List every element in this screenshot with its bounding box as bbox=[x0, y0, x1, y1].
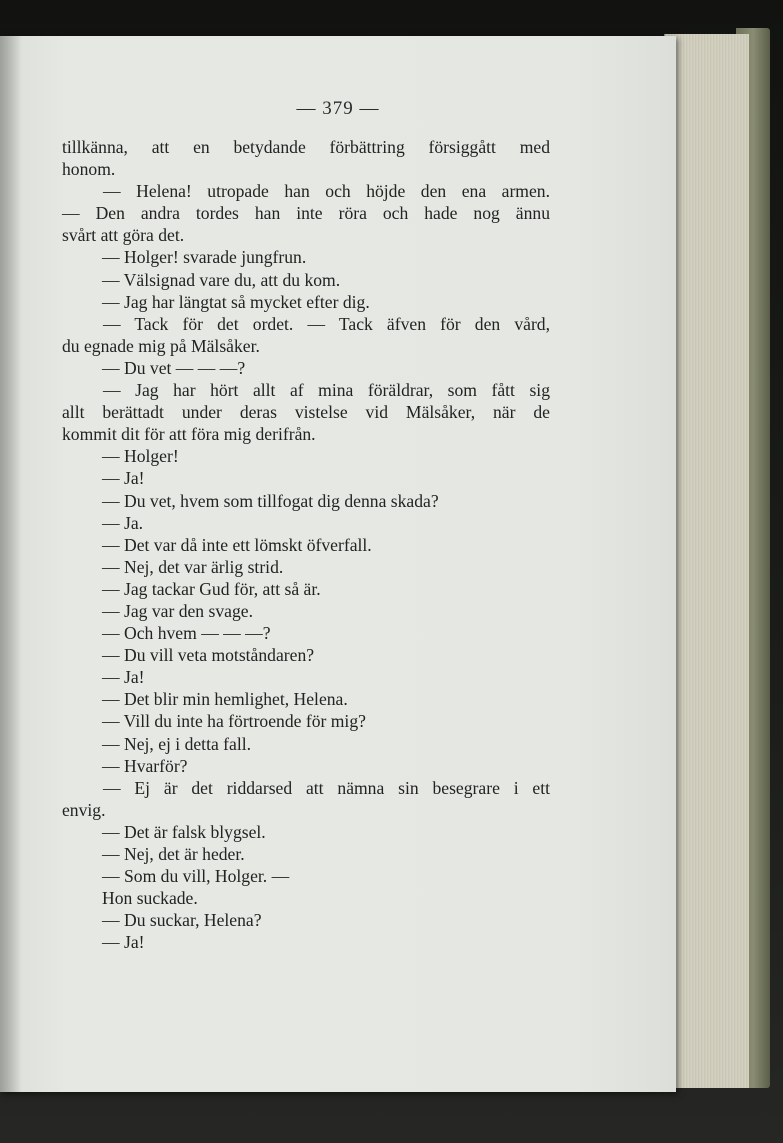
text-line: — Holger! bbox=[102, 446, 179, 467]
text-line: — Det var då inte ett lömskt öfverfall. bbox=[102, 534, 372, 555]
text-line: Hon suckade. bbox=[102, 888, 198, 909]
text-line: — Helena! utropade han och höjde den ena armen. bbox=[103, 181, 550, 202]
text-line: — Vill du inte ha förtroende för mig? bbox=[102, 711, 366, 732]
text-line: — Du vet — — —? bbox=[102, 357, 246, 378]
text-line: — Jag var den svage. bbox=[102, 600, 253, 621]
text-line: honom. bbox=[62, 159, 116, 180]
text-line: allt berättadt under deras vistelse vid Mälsåker, när de bbox=[62, 402, 550, 423]
text-line: du egnade mig på Mälsåker. bbox=[62, 335, 260, 356]
text-line: — Ja! bbox=[102, 667, 145, 688]
text-line: svårt att göra det. bbox=[62, 225, 185, 246]
text-line: — Hvarför? bbox=[102, 755, 188, 776]
text-line: — Ja! bbox=[102, 932, 145, 953]
text-line: — Du vill veta motståndaren? bbox=[102, 645, 315, 666]
text-line: — Jag har hört allt af mina föräldrar, som fått sig bbox=[103, 380, 550, 401]
text-line: — Holger! svarade jungfrun. bbox=[102, 247, 307, 268]
text-line: envig. bbox=[62, 799, 106, 820]
page-stack-edge bbox=[664, 34, 749, 1088]
text-line: — Nej, ej i detta fall. bbox=[102, 733, 252, 754]
text-line: — Du vet, hvem som tillfogat dig denna skada? bbox=[102, 490, 439, 511]
body-text bbox=[62, 136, 550, 953]
text-line: tillkänna, att en betydande förbättring försiggått med bbox=[62, 137, 550, 157]
text-line: — Det är falsk blygsel. bbox=[102, 821, 266, 842]
text-line: — Jag har längtat så mycket efter dig. bbox=[102, 291, 370, 312]
text-line: — Jag tackar Gud för, att så är. bbox=[102, 578, 321, 599]
text-line: — Nej, det är heder. bbox=[102, 844, 245, 864]
text-line: — Välsignad vare du, att du kom. bbox=[102, 269, 341, 290]
text-line: — Tack för det ordet. — Tack äfven för den vård, bbox=[103, 313, 550, 334]
text-line: — Ja. bbox=[102, 512, 144, 533]
book-page bbox=[0, 36, 676, 1092]
text-line: — Du suckar, Helena? bbox=[102, 910, 262, 931]
text-line: kommit dit för att föra mig derifrån. bbox=[62, 424, 316, 445]
text-line: — Det blir min hemlighet, Helena. bbox=[102, 689, 348, 710]
text-line: — Som du vill, Holger. — bbox=[102, 866, 290, 887]
text-line: — Ja! bbox=[102, 468, 145, 489]
text-line: — Ej är det riddarsed att nämna sin besegrare i ett bbox=[103, 777, 550, 798]
page-number: — 379 — bbox=[296, 98, 380, 119]
text-line: — Den andra tordes han inte röra och hade nog ännu bbox=[62, 203, 550, 224]
gutter-shadow bbox=[0, 36, 22, 1092]
text-line: — Och hvem — — —? bbox=[102, 623, 271, 644]
text-line: — Nej, det var ärlig strid. bbox=[102, 556, 284, 577]
